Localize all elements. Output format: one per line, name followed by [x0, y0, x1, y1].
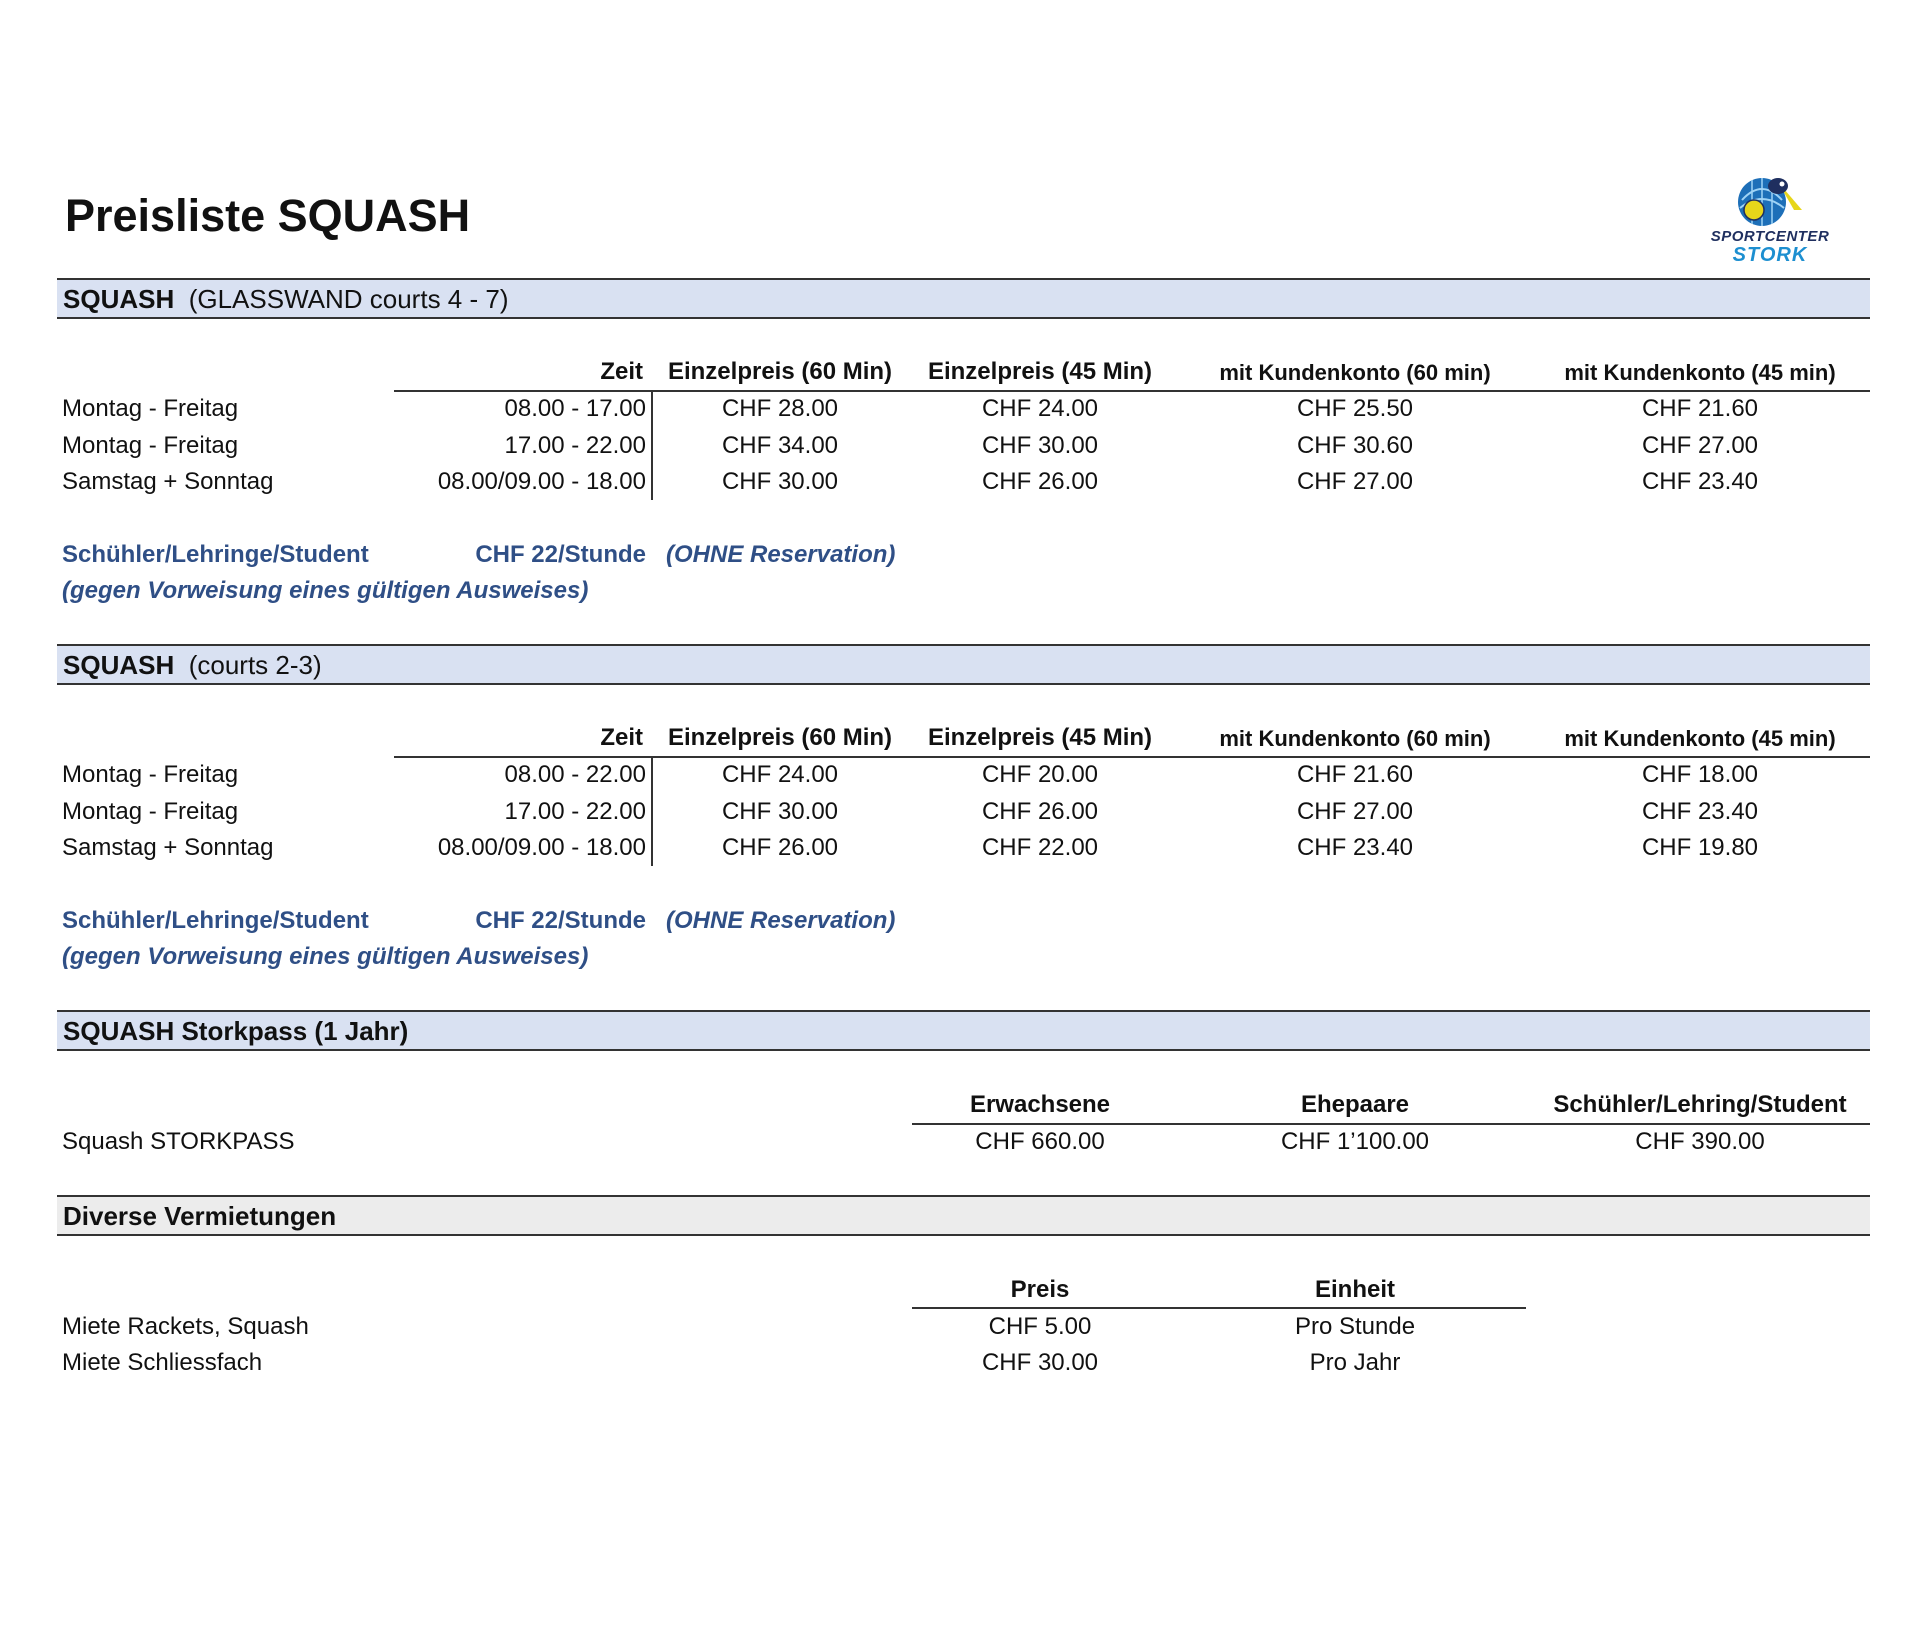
column-header-ehepaare: Ehepaare [1300, 1091, 1410, 1118]
time-column-divider [651, 758, 653, 866]
student-label: Schühler/Lehringe/Student [62, 907, 369, 934]
row-konto-60: CHF 30.60 [1296, 432, 1414, 459]
column-header-einzelpreis-60: Einzelpreis (60 Min) [667, 724, 893, 751]
row-price-45: CHF 30.00 [981, 432, 1099, 459]
column-header-zeit: Zeit [600, 724, 643, 751]
section-header-courts-2-3 [57, 644, 1870, 685]
row-price: CHF 30.00 [981, 1349, 1099, 1376]
row-price-adult: CHF 660.00 [975, 1128, 1105, 1155]
student-condition: (gegen Vorweisung eines gültigen Ausweises) [62, 577, 589, 604]
column-header-kundenkonto-60: mit Kundenkonto (60 min) [1219, 726, 1491, 751]
header-underline [394, 756, 1870, 758]
row-time: 17.00 - 22.00 [504, 798, 646, 825]
row-konto-60: CHF 27.00 [1296, 468, 1414, 495]
column-header-kundenkonto-60: mit Kundenkonto (60 min) [1219, 360, 1491, 385]
row-price-couple: CHF 1’100.00 [1280, 1128, 1430, 1155]
section-title-rest: (courts 2-3) [188, 650, 322, 680]
column-header-einzelpreis-45: Einzelpreis (45 Min) [927, 724, 1153, 751]
header-underline [912, 1123, 1870, 1125]
student-price: CHF 22/Stunde [475, 907, 646, 934]
row-price-45: CHF 20.00 [981, 761, 1099, 788]
row-konto-45: CHF 23.40 [1641, 468, 1759, 495]
section-title-bold: SQUASH [63, 650, 175, 680]
student-note: (OHNE Reservation) [666, 541, 896, 568]
row-konto-60: CHF 27.00 [1296, 798, 1414, 825]
row-price-60: CHF 30.00 [721, 468, 839, 495]
student-condition: (gegen Vorweisung eines gültigen Ausweises) [62, 943, 589, 970]
column-header-kundenkonto-45: mit Kundenkonto (45 min) [1564, 726, 1836, 751]
row-time: 08.00/09.00 - 18.00 [437, 468, 646, 495]
column-header-einheit: Einheit [1314, 1276, 1395, 1303]
section-header-storkpass [57, 1010, 1870, 1051]
column-header-erwachsene: Erwachsene [969, 1091, 1111, 1118]
row-konto-60: CHF 21.60 [1296, 761, 1414, 788]
row-label: Miete Rackets, Squash [62, 1313, 309, 1340]
student-label: Schühler/Lehringe/Student [62, 541, 369, 568]
row-time: 08.00 - 22.00 [504, 761, 646, 788]
row-konto-60: CHF 23.40 [1296, 834, 1414, 861]
row-konto-45: CHF 23.40 [1641, 798, 1759, 825]
column-header-preis: Preis [1010, 1276, 1070, 1303]
row-price-60: CHF 24.00 [721, 761, 839, 788]
row-price-45: CHF 22.00 [981, 834, 1099, 861]
row-price-45: CHF 26.00 [981, 798, 1099, 825]
column-header-zeit: Zeit [600, 358, 643, 385]
row-price: CHF 5.00 [988, 1313, 1092, 1340]
row-day: Montag - Freitag [62, 798, 239, 825]
section-header-vermietungen [57, 1195, 1870, 1236]
section-title-bold: SQUASH [63, 284, 175, 314]
row-price-student: CHF 390.00 [1635, 1128, 1765, 1155]
row-price-45: CHF 24.00 [981, 395, 1099, 422]
section-title: SQUASH Storkpass (1 Jahr) [63, 1016, 409, 1046]
header-underline [912, 1307, 1526, 1309]
row-day: Samstag + Sonntag [62, 834, 274, 861]
row-day: Montag - Freitag [62, 761, 239, 788]
row-day: Montag - Freitag [62, 432, 239, 459]
sportcenter-stork-logo [1690, 170, 1850, 270]
row-label: Squash STORKPASS [62, 1128, 295, 1155]
row-price-45: CHF 26.00 [981, 468, 1099, 495]
row-price-60: CHF 26.00 [721, 834, 839, 861]
student-price: CHF 22/Stunde [475, 541, 646, 568]
row-day: Montag - Freitag [62, 395, 239, 422]
logo-text-stork: STORK [1732, 244, 1808, 266]
row-konto-45: CHF 21.60 [1641, 395, 1759, 422]
row-konto-60: CHF 25.50 [1296, 395, 1414, 422]
row-time: 08.00 - 17.00 [504, 395, 646, 422]
row-time: 08.00/09.00 - 18.00 [437, 834, 646, 861]
row-label: Miete Schliessfach [62, 1349, 263, 1376]
row-konto-45: CHF 27.00 [1641, 432, 1759, 459]
student-note: (OHNE Reservation) [666, 907, 896, 934]
page-title: Preisliste SQUASH [65, 190, 471, 241]
column-header-kundenkonto-45: mit Kundenkonto (45 min) [1564, 360, 1836, 385]
racket-ball-icon [1690, 170, 1850, 230]
header-underline [394, 390, 1870, 392]
row-unit: Pro Jahr [1309, 1349, 1401, 1376]
row-day: Samstag + Sonntag [62, 468, 274, 495]
row-konto-45: CHF 18.00 [1641, 761, 1759, 788]
row-unit: Pro Stunde [1294, 1313, 1416, 1340]
row-price-60: CHF 30.00 [721, 798, 839, 825]
column-header-einzelpreis-45: Einzelpreis (45 Min) [927, 358, 1153, 385]
column-header-student: Schühler/Lehring/Student [1553, 1091, 1847, 1118]
time-column-divider [651, 392, 653, 500]
row-price-60: CHF 28.00 [721, 395, 839, 422]
section-title-rest: (GLASSWAND courts 4 - 7) [188, 284, 509, 314]
row-price-60: CHF 34.00 [721, 432, 839, 459]
row-konto-45: CHF 19.80 [1641, 834, 1759, 861]
section-header-glasswand [57, 278, 1870, 319]
column-header-einzelpreis-60: Einzelpreis (60 Min) [667, 358, 893, 385]
row-time: 17.00 - 22.00 [504, 432, 646, 459]
logo-text-sportcenter: SPORTCENTER [1710, 228, 1830, 245]
section-title: Diverse Vermietungen [63, 1201, 337, 1231]
